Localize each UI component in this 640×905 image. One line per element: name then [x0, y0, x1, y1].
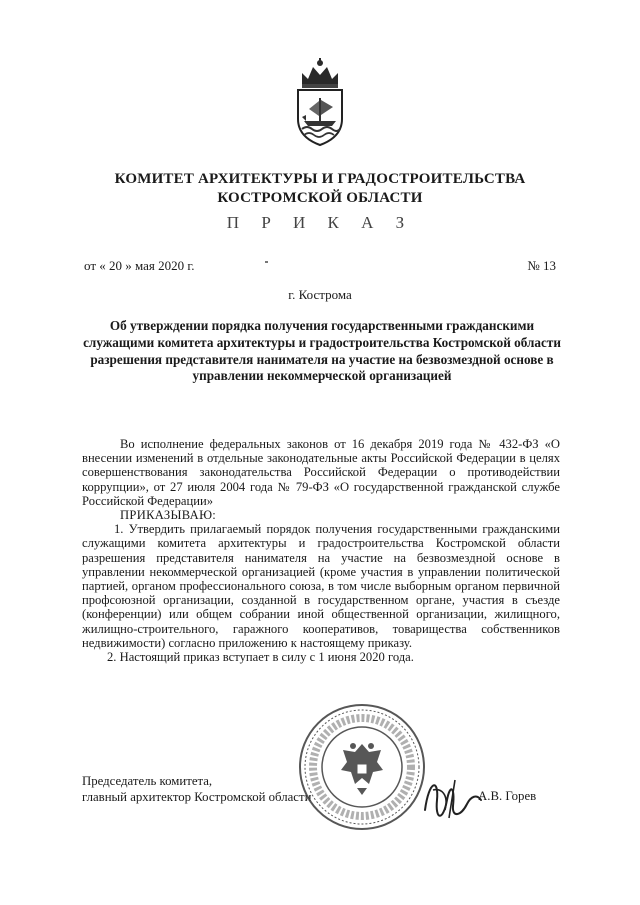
document-type-title: П Р И К А З: [226, 213, 414, 232]
order-item-1: 1. Утвердить прилагаемый порядок получения государственными гражданскими служащими комитета архитектуры и градостроительства Костромской области разрешения представителя нанимателя на участие на безвозмездной основе в управлении некоммерческой организацией (кроме участия в управлении политической партией, органом профессионального союза, в том числе выборным органом первичной профсоюзной организации, созданной в государственном органе, участия в съезде (конференции) или общем собрании иной общественной организации, жилищного, жилищно-строительного, гаражного кооперативов, товарищества собственников недвижимости) согласно приложению к настоящему приказу.: [82, 522, 560, 650]
order-city: г. Кострома: [288, 287, 352, 302]
order-number: № 13: [527, 258, 556, 273]
position-line-2: главный архитектор Костромской области: [82, 790, 312, 804]
organization-name: [60, 170, 580, 208]
handwritten-signature-icon: [415, 770, 485, 830]
position-line-1: Председатель комитета,: [82, 774, 213, 788]
order-item-2: 2. Настоящий приказ вступает в силу с 1 июня 2020 года.: [107, 650, 414, 665]
preamble-paragraph: Во исполнение федеральных законов от 16 декабря 2019 года № 432-ФЗ «О внесении изменений в отдельные законодательные акты Российской Федерации в целях совершенствования законодательства Российской Федерации о противодействии коррупции», от 27 июля 2004 года № 79-ФЗ «О государственной гражданской службе Российской Федерации»: [82, 437, 560, 508]
order-date: от « 20 » мая 2020 г.: [84, 258, 195, 273]
order-subject: Об утверждении порядка получения государственными гражданскими служащими комитета архитектуры и градостроительства Костромской области разрешения представителя нанимателя на участие на безвозмездной основе в управлении некоммерческой организацией: [83, 318, 561, 384]
order-word: ПРИКАЗЫВАЮ:: [120, 508, 217, 523]
signatory-name: А.В. Горев: [478, 789, 537, 803]
scan-speck: [265, 261, 268, 263]
official-seal-icon: [295, 700, 430, 835]
organization-line-2: КОСТРОМСКОЙ ОБЛАСТИ: [217, 190, 423, 206]
order-body: [82, 437, 560, 664]
kostroma-coat-of-arms-icon: [288, 55, 352, 147]
organization-line-1: КОМИТЕТ АРХИТЕКТУРЫ И ГРАДОСТРОИТЕЛЬСТВА: [114, 171, 526, 187]
signatory-position: [82, 773, 311, 805]
